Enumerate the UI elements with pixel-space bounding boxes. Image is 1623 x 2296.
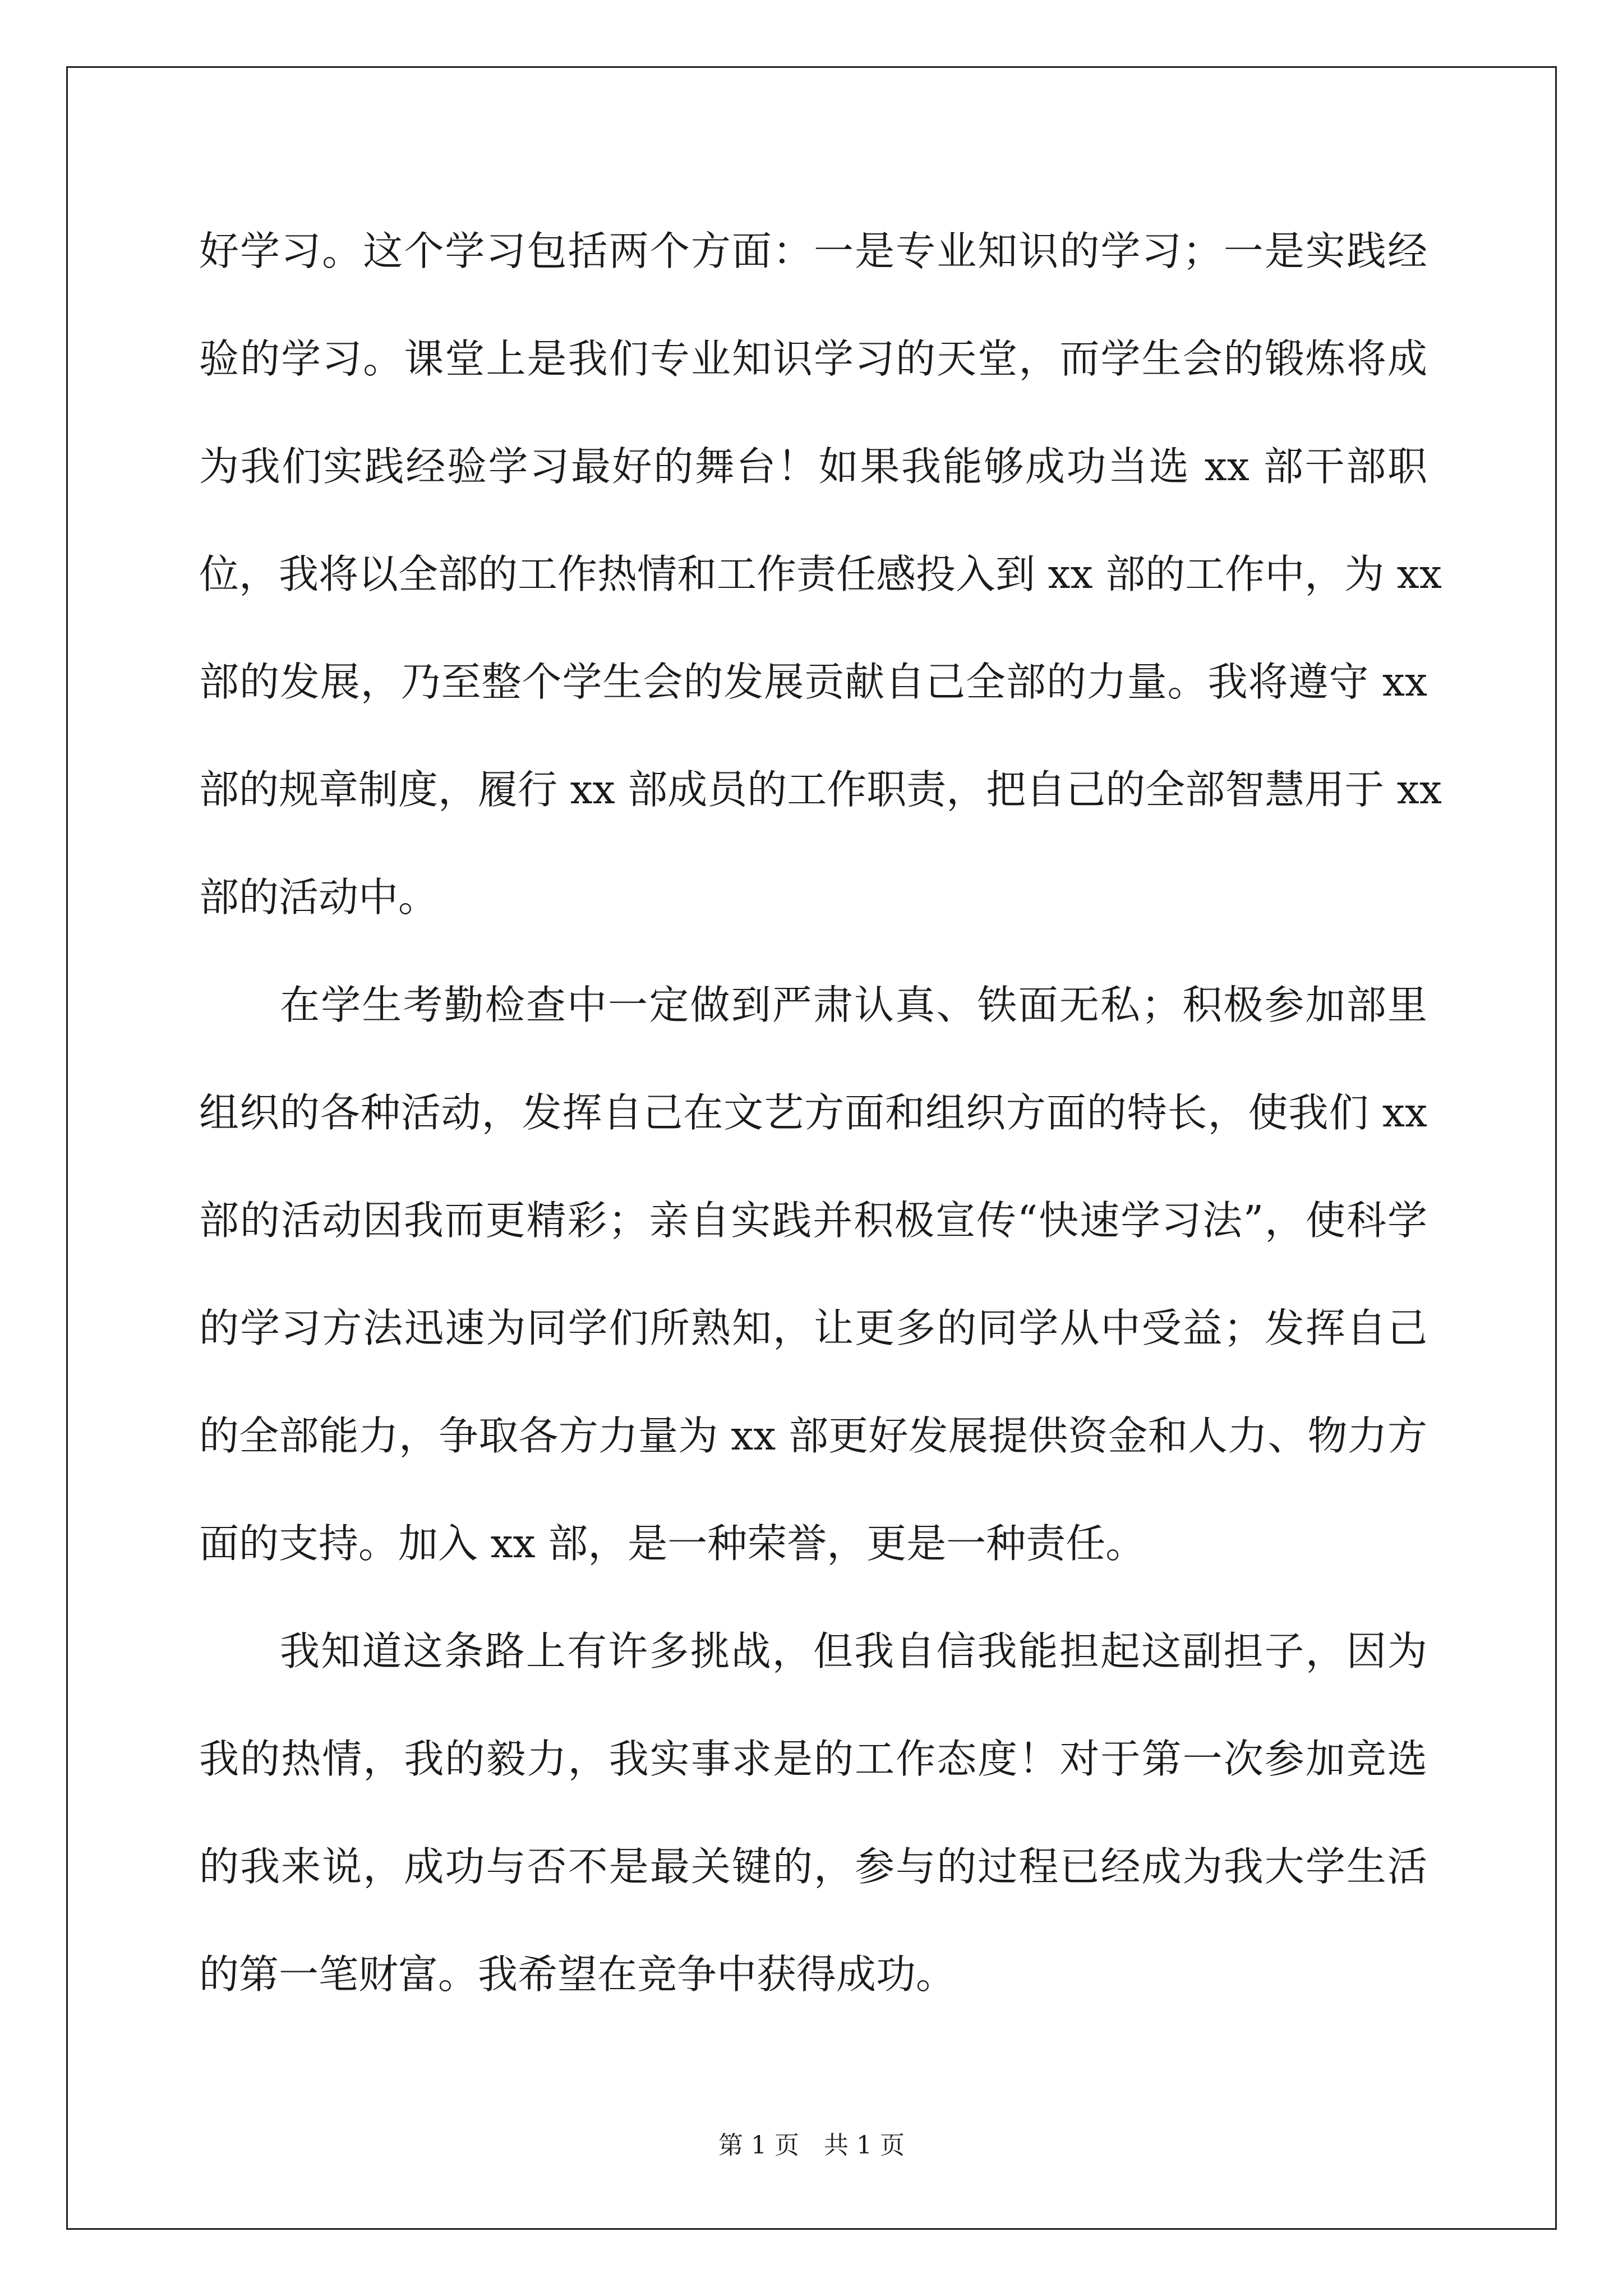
text-line: 为我们实践经验学习最好的舞台！如果我能够成功当选 xx 部干部职: [199, 443, 1427, 490]
text-line: 部的规章制度，履行 xx 部成员的工作职责，把自己的全部智慧用于 xx: [199, 766, 1442, 813]
text-line: 验的学习。课堂上是我们专业知识学习的天堂，而学生会的锻炼将成: [199, 335, 1427, 382]
text-line: 的学习方法迅速为同学们所熟知，让更多的同学从中受益；发挥自己: [199, 1305, 1427, 1351]
text-line: 的第一笔财富。我希望在竞争中获得成功。: [199, 1951, 956, 1998]
text-line: 的全部能力，争取各方力量为 xx 部更好发展提供资金和人力、物力方: [199, 1412, 1427, 1459]
text-line: 位，我将以全部的工作热情和工作责任感投入到 xx 部的工作中，为 xx: [199, 551, 1442, 597]
text-line: 面的支持。加入 xx 部，是一种荣誉，更是一种责任。: [199, 1520, 1146, 1567]
text-line: 在学生考勤检查中一定做到严肃认真、铁面无私；积极参加部里: [280, 982, 1427, 1028]
text-line: 组织的各种活动，发挥自己在文艺方面和组织方面的特长，使我们 xx: [199, 1089, 1427, 1136]
text-line: 我的热情，我的毅力，我实事求是的工作态度！对于第一次参加竞选: [199, 1736, 1427, 1782]
text-line: 部的活动因我而更精彩；亲自实践并积极宣传“快速学习法”，使科学: [199, 1197, 1427, 1244]
page-number-footer: 第 1 页 共 1 页: [718, 2131, 905, 2160]
text-line: 部的发展，乃至整个学生会的发展贡献自己全部的力量。我将遵守 xx: [199, 659, 1427, 705]
text-line: 部的活动中。: [199, 874, 439, 921]
text-line: 我知道这条路上有许多挑战，但我自信我能担起这副担子，因为: [280, 1628, 1427, 1674]
text-line: 的我来说，成功与否不是最关键的，参与的过程已经成为我大学生活: [199, 1843, 1427, 1890]
text-line: 好学习。这个学习包括两个方面：一是专业知识的学习；一是实践经: [199, 228, 1427, 274]
document-body: [199, 197, 1442, 2028]
